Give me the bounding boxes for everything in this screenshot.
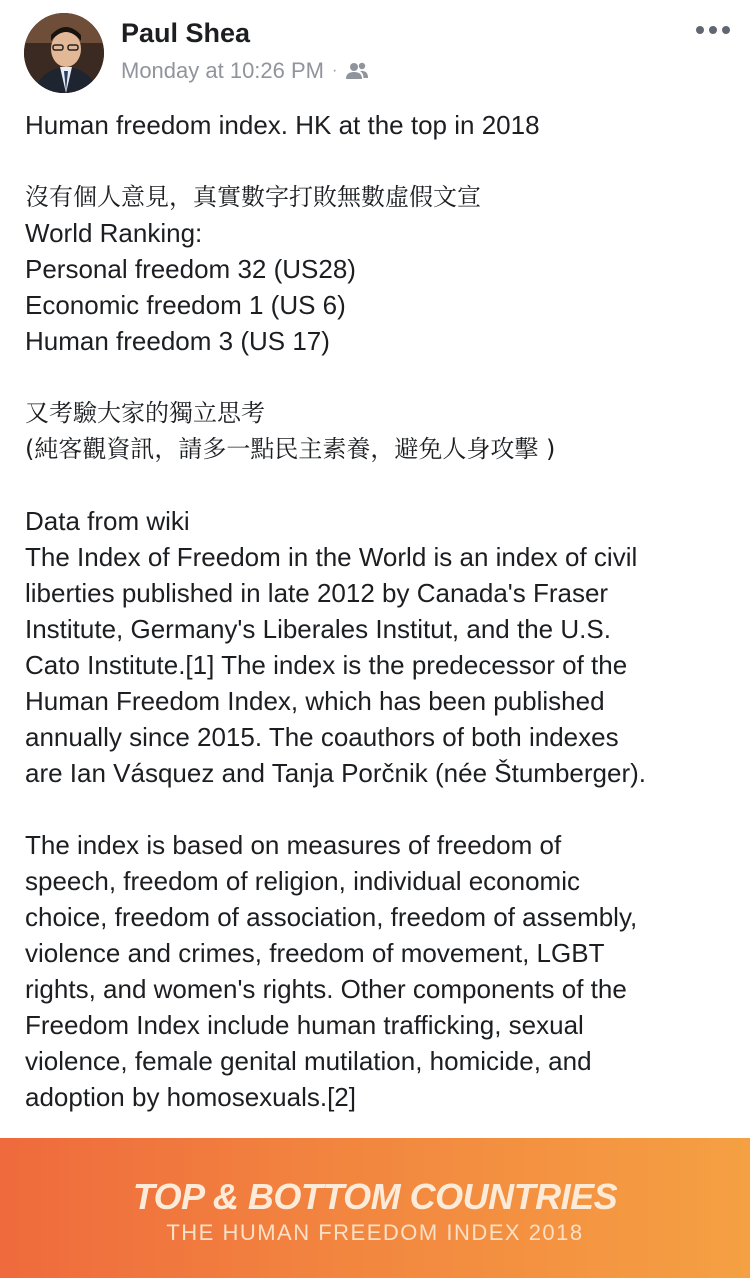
text-line: Human freedom 3 (US 17) [25, 326, 330, 356]
text-line: rights, and women's rights. Other components of the [25, 974, 627, 1004]
post-text [25, 107, 730, 1115]
text-line: speech, freedom of religion, individual economic [25, 866, 580, 896]
author-name[interactable]: Paul Shea [121, 18, 251, 48]
text-line: Cato Institute.[1] The index is the predecessor of the [25, 650, 628, 680]
banner-subtitle: THE HUMAN FREEDOM INDEX 2018 [166, 1220, 584, 1245]
text-line: The index is based on measures of freedom of [25, 830, 562, 860]
text-line: Data from wiki [25, 506, 190, 536]
text-line: violence and crimes, freedom of movement, LGBT [25, 938, 605, 968]
text-line: annually since 2015. The coauthors of both indexes [25, 722, 619, 752]
text-line: 沒有個人意見，真實數字打敗無數虛假文宣 [25, 183, 481, 211]
text-line: The Index of Freedom in the World is an index of civil [25, 542, 638, 572]
text-line: Institute, Germany's Liberales Institut, and the U.S. [25, 614, 611, 644]
more-options-icon[interactable] [696, 26, 730, 34]
text-line: choice, freedom of association, freedom of assembly, [25, 902, 638, 932]
avatar-photo [24, 13, 104, 93]
meta-separator: · [332, 62, 338, 79]
post-header [0, 0, 750, 110]
text-line: (純客觀資訊，請多一點民主素養，避免人身攻擊 ) [25, 435, 556, 463]
text-line: Economic freedom 1 (US 6) [25, 290, 346, 320]
post-meta [121, 58, 369, 84]
text-line: are Ian Vásquez and Tanja Porčnik (née Štumberger). [25, 758, 646, 788]
author-avatar[interactable] [24, 13, 104, 93]
text-line: adoption by homosexuals.[2] [25, 1082, 356, 1112]
text-line: Personal freedom 32 (US28) [25, 254, 356, 284]
banner-title: TOP & BOTTOM COUNTRIES [132, 1176, 618, 1217]
text-line: Human freedom index. HK at the top in 2018 [25, 110, 540, 140]
text-line: Human Freedom Index, which has been published [25, 686, 605, 716]
post-timestamp[interactable]: Monday at 10:26 PM [121, 58, 325, 83]
text-line: liberties published in late 2012 by Canada's Fraser [25, 578, 609, 608]
friends-icon [345, 61, 369, 81]
text-line: 又考驗大家的獨立思考 [25, 399, 265, 427]
shared-image-banner[interactable] [0, 1138, 750, 1278]
text-line: World Ranking: [25, 218, 203, 248]
text-line: Freedom Index include human trafficking, sexual [25, 1010, 584, 1040]
text-line: violence, female genital mutilation, homicide, and [25, 1046, 592, 1076]
